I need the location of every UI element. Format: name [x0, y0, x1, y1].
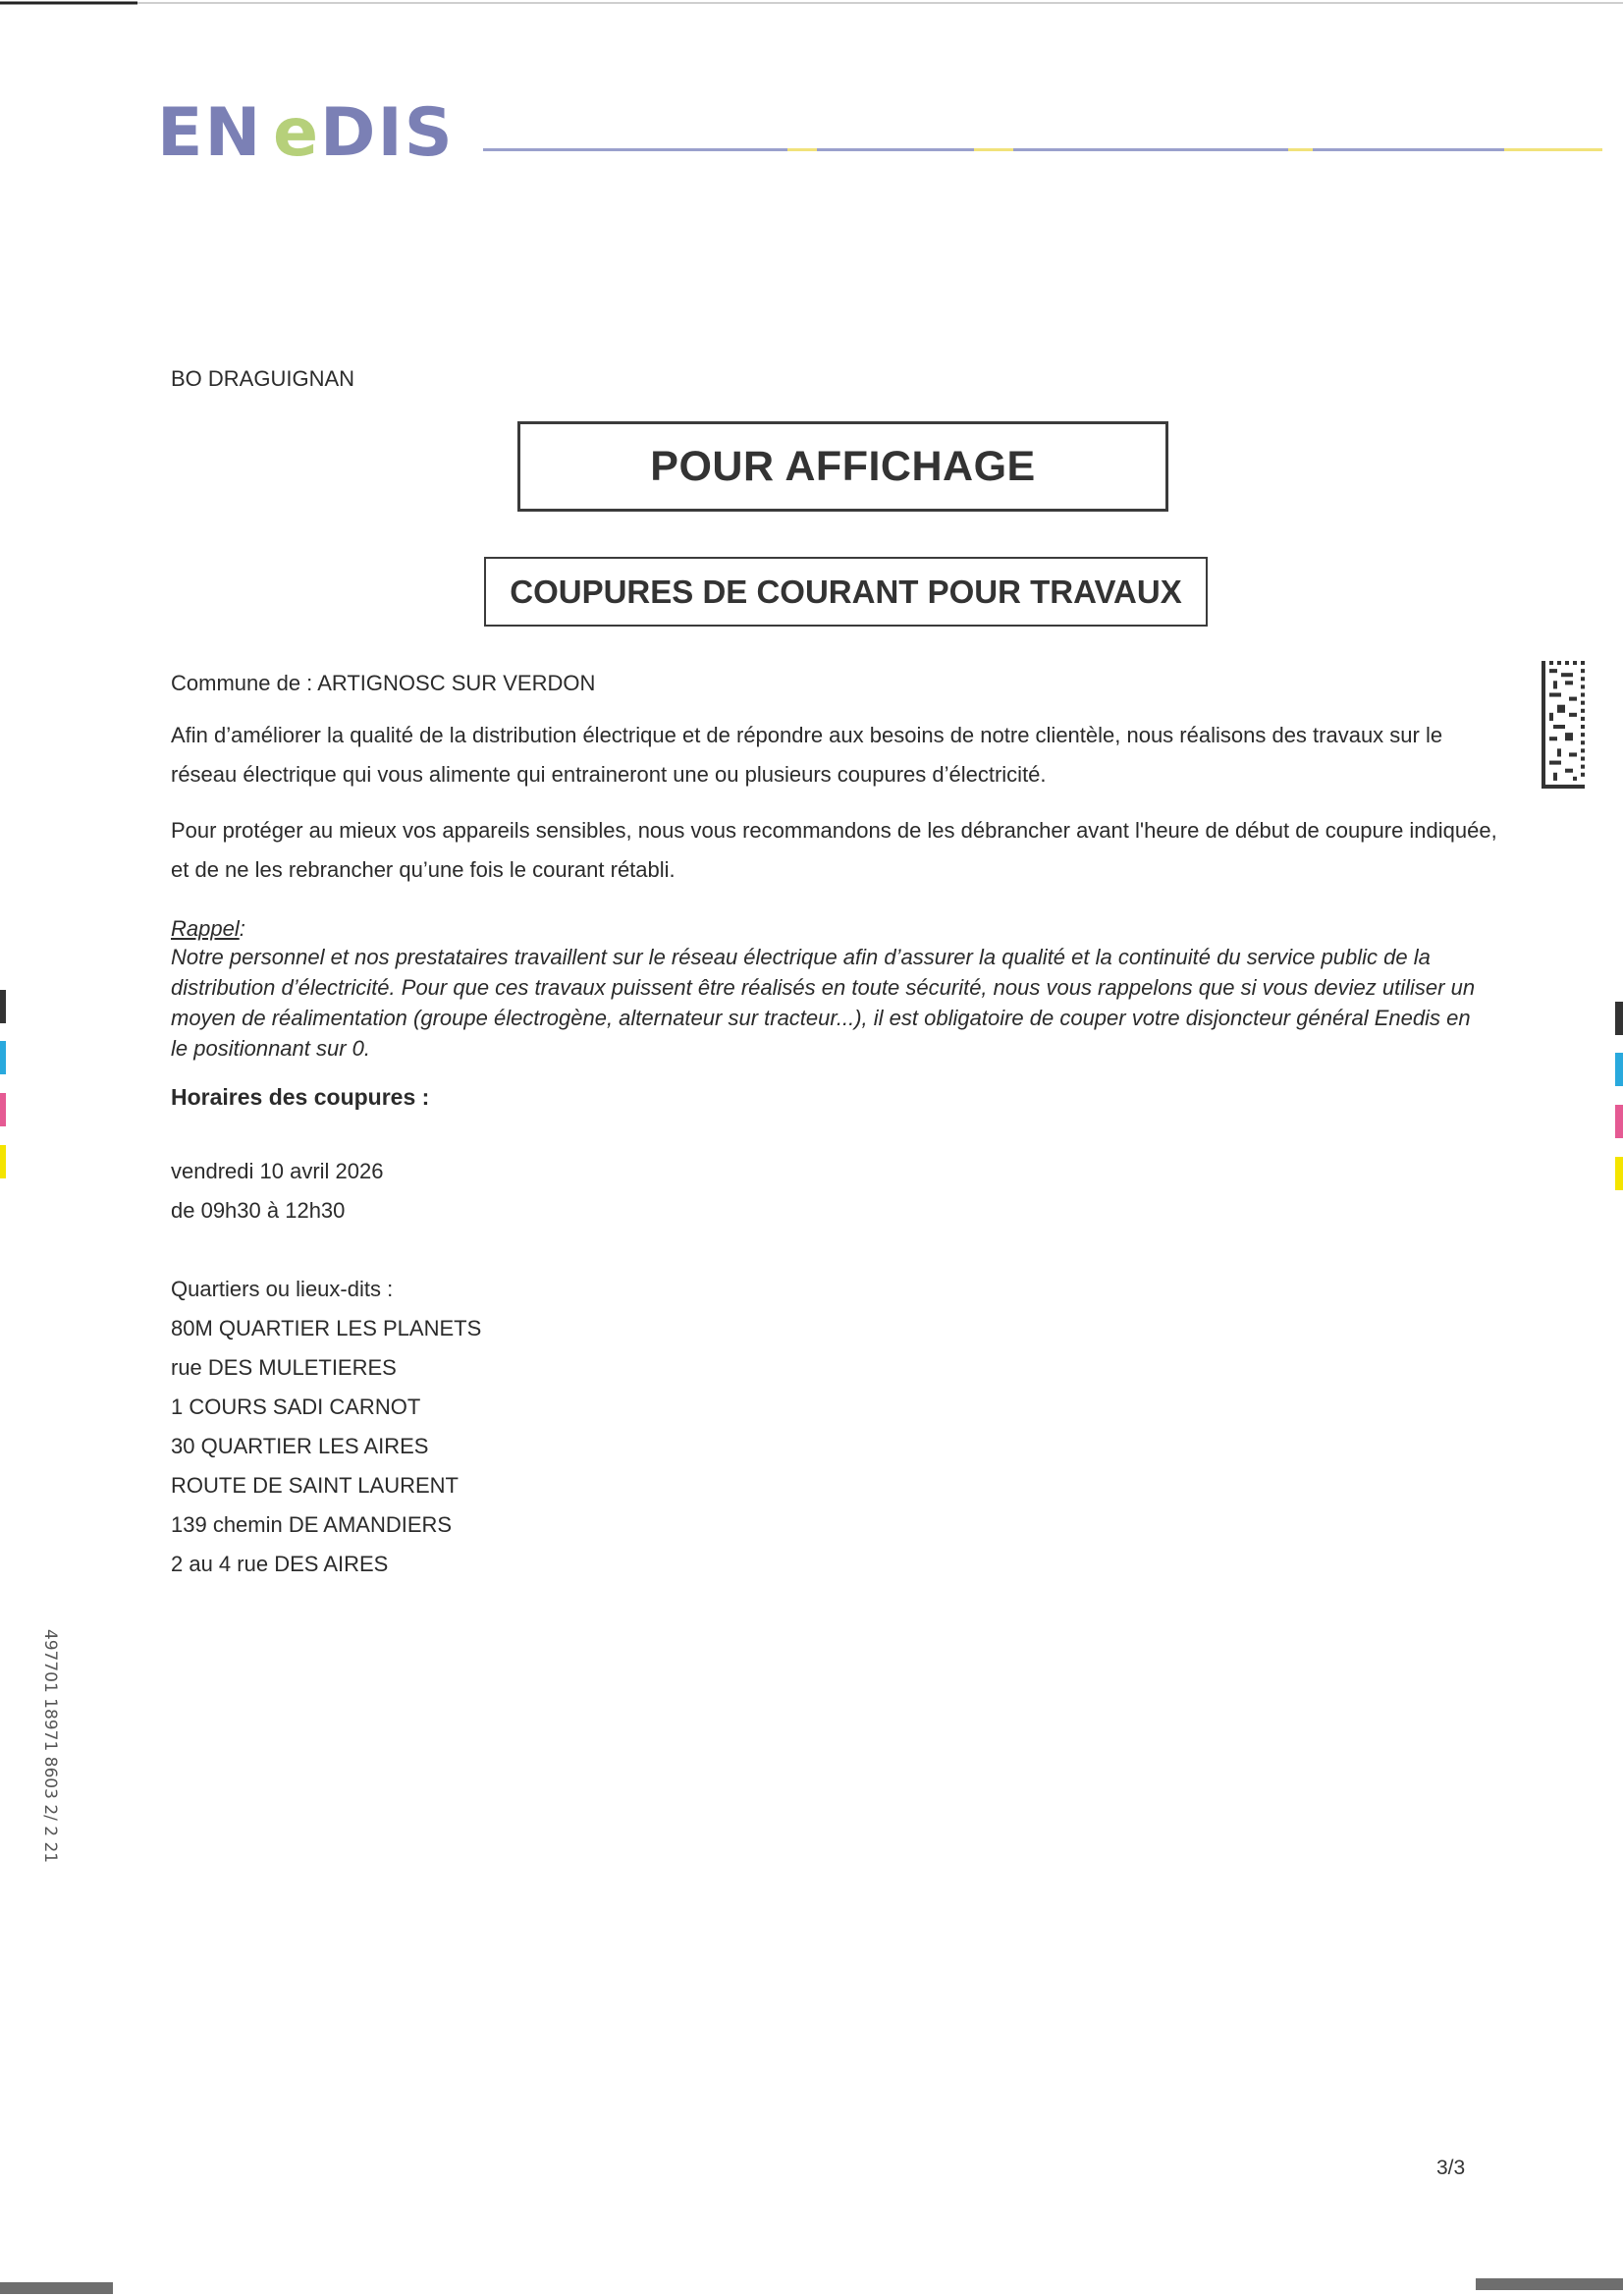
list-item: ROUTE DE SAINT LAURENT — [171, 1473, 459, 1498]
rappel-heading — [171, 913, 245, 945]
list-item: 139 chemin DE AMANDIERS — [171, 1512, 453, 1537]
registration-mark-magenta — [0, 1093, 6, 1126]
list-item: 80M QUARTIER LES PLANETS — [171, 1316, 482, 1340]
bottom-edge-mark — [1476, 2278, 1623, 2290]
rappel-colon: : — [239, 916, 245, 941]
svg-text:e: e — [273, 98, 319, 167]
rappel-body: Notre personnel et nos prestataires travaillent sur le réseau électrique afin d’assurer la qualité et la continuité du service public de la distribution d’électricité. Pour que ces travaux puissent être réalisés en toute sécurité, nous vous rappelons que si vous deviez utiliser un moyen de réalimentation (groupe électrogène, alternateur sur tracteur...), il est obligatoire de couper votre disjoncteur général Enedis en le positionnant sur 0. — [171, 945, 1476, 1061]
registration-mark-yellow — [1615, 1157, 1623, 1190]
horaires-heading: Horaires des coupures : — [171, 1084, 430, 1110]
list-item: 2 au 4 rue DES AIRES — [171, 1552, 389, 1576]
datamatrix-code — [1542, 661, 1585, 789]
commune-line: Commune de : ARTIGNOSC SUR VERDON — [171, 671, 596, 695]
list-item: rue DES MULETIERES — [171, 1355, 397, 1380]
header-rule — [483, 147, 1602, 153]
scan-reference-code: 497701 18971 8603 2/ 2 21 — [40, 1628, 60, 1864]
svg-text:EN: EN — [157, 98, 263, 167]
pour-affichage-heading — [517, 421, 1168, 512]
outage-time: de 09h30 à 12h30 — [171, 1198, 346, 1223]
list-item: 30 QUARTIER LES AIRES — [171, 1434, 429, 1458]
registration-mark-black — [1615, 1002, 1623, 1035]
quartiers-label: Quartiers ou lieux-dits : — [171, 1277, 394, 1301]
list-item: 1 COURS SADI CARNOT — [171, 1394, 421, 1419]
rappel-title: Rappel — [171, 916, 240, 941]
registration-mark-cyan — [0, 1041, 6, 1074]
registration-mark-yellow — [0, 1145, 6, 1178]
scan-fold-line — [0, 0, 1623, 20]
advice-paragraph: Pour protéger au mieux vos appareils sensibles, nous vous recommandons de les débrancher avant l'heure de début de coupure indiquée, et de ne les rebrancher qu’une fois le courant rétabli. — [171, 818, 1497, 882]
subheading-text: COUPURES DE COURANT POUR TRAVAUX — [510, 573, 1182, 610]
sender-office: BO DRAGUIGNAN — [171, 366, 355, 391]
places-list — [171, 1309, 481, 1584]
page-number: 3/3 — [1436, 2157, 1466, 2179]
heading-text: POUR AFFICHAGE — [650, 442, 1036, 490]
outage-date: vendredi 10 avril 2026 — [171, 1159, 384, 1183]
registration-mark-cyan — [1615, 1053, 1623, 1086]
registration-mark-magenta — [1615, 1105, 1623, 1138]
enedis-logo — [157, 98, 461, 167]
bottom-edge-mark — [0, 2282, 113, 2294]
registration-mark-black — [0, 990, 6, 1023]
intro-paragraph: Afin d’améliorer la qualité de la distribution électrique et de répondre aux besoins de notre clientèle, nous réalisons des travaux sur le réseau électrique qui vous alimente qui entraineront une ou plusieurs coupures d’électricité. — [171, 723, 1443, 787]
svg-text:DIS: DIS — [320, 98, 455, 167]
coupures-subheading — [484, 557, 1208, 627]
